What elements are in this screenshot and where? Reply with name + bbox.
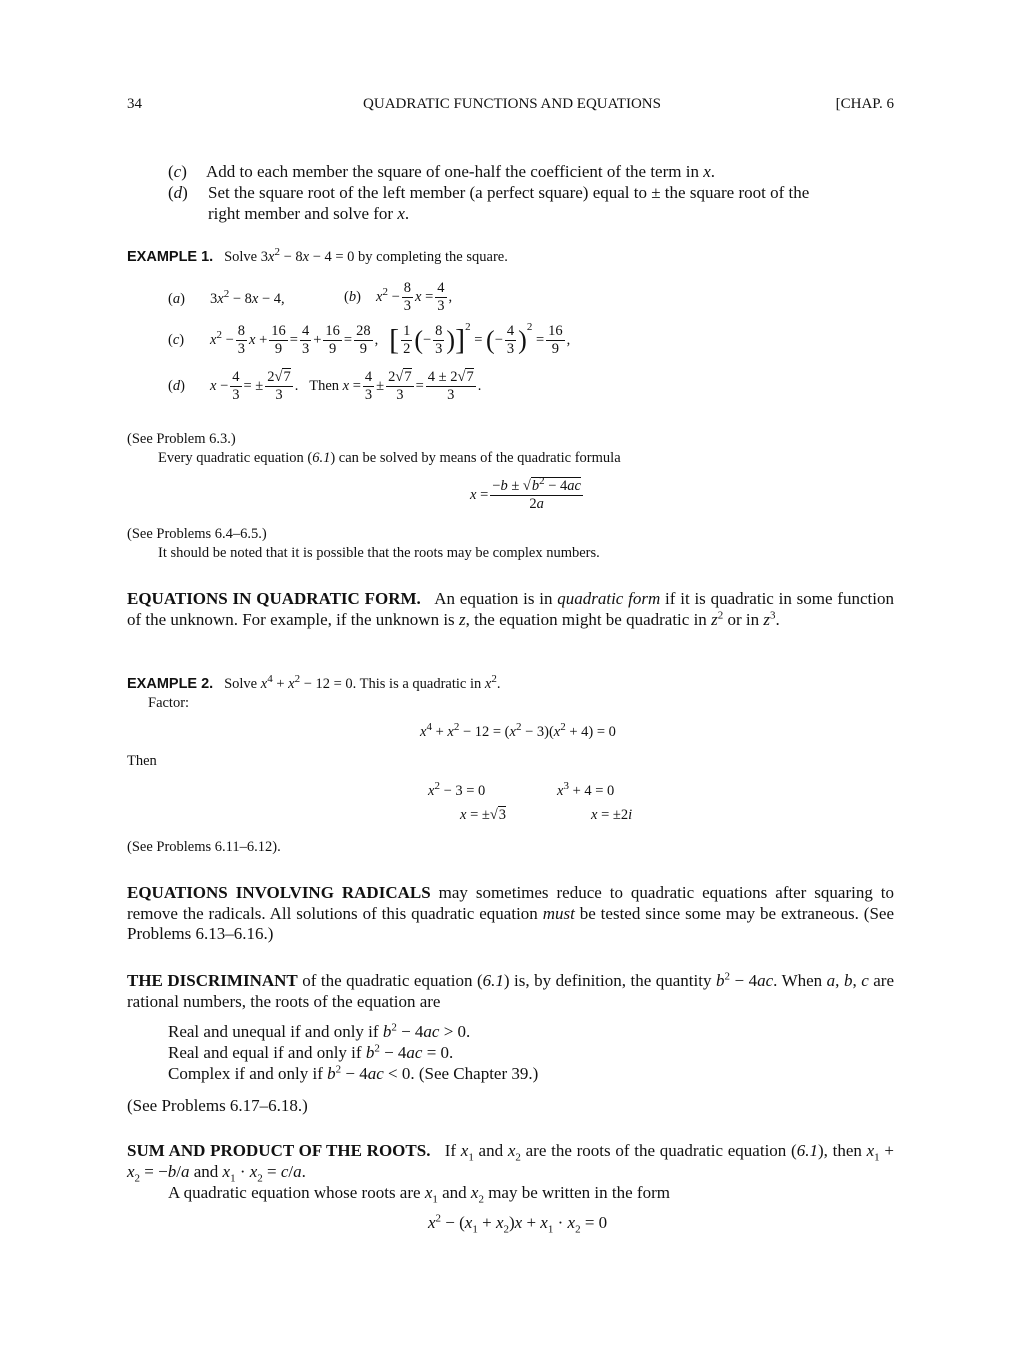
discriminant-heading: THE DISCRIMINANT	[127, 971, 298, 990]
discriminant-case-1: Real and unequal if and only if $b^2 - 4ac > 0$.	[168, 1021, 471, 1041]
radicals-paragraph: EQUATIONS INVOLVING RADICALS may sometimes reduce to quadratic equations after squaring to remove the radicals. All solutions of this quadratic equation must be tested since some may be extraneous. (See Problems 6.13–6.16.)	[127, 883, 894, 943]
radicals-heading: EQUATIONS INVOLVING RADICALS	[127, 883, 431, 902]
step-d-line2: right member and solve for x.	[208, 204, 410, 223]
example-1-label: EXAMPLE 1.	[127, 249, 214, 265]
example-2-factor: Factor:	[148, 695, 190, 711]
example-2-label: EXAMPLE 2.	[127, 676, 214, 692]
example-1-row-d: (d) x − $\frac{4}{3}$ = ± $\frac{2√7}{3}$ . Then x = $\frac{4}{3}$ ± $\frac{2√7}{3}$ = $\frac{4 \pm 2√7}{3}$ .	[168, 369, 482, 403]
sum-product-form-text: A quadratic equation whose roots are $x_1$ and $x_2$ may be written in the form	[168, 1183, 670, 1206]
chapter-label: [CHAP. 6	[835, 96, 894, 112]
see-problem-6-17: (See Problems 6.17–6.18.)	[127, 1096, 308, 1115]
see-problem-6-3: (See Problem 6.3.)	[127, 431, 236, 447]
step-d-line1: (d) Set the square root of the left member (a perfect square) equal to ± the square root of the	[168, 183, 810, 202]
example-1-row-c: (c) $x^2$ − $\frac{8}{3}$ x + $\frac{16}{9}$ = $\frac{4}{3}$ + $\frac{16}{9}$ = $\frac{28}{9}$ , [ $\frac{1}{2}$ (− $\frac{8}{3}$ )]$^2$ = (− $\frac{4}{3}$ )$^2$ = $\frac{16}{9}$ ,	[168, 320, 571, 357]
example-2-then: Then	[127, 753, 157, 769]
example-1-row-b: (b) $x^2$ − $\frac{8}{3}$ x = $\frac{4}{3}$ ,	[344, 280, 453, 314]
example-2-factored: $x^4 + x^2 - 12 = (x^2 - 3)(x^2 + 4) = 0$	[420, 721, 616, 740]
complex-note: It should be noted that it is possible that the roots may be complex numbers.	[158, 545, 600, 561]
example-2-eq2: $x^3 + 4 = 0$	[557, 780, 615, 799]
quadratic-form-paragraph: EQUATIONS IN QUADRATIC FORM. An equation is in quadratic form if it is quadratic in some function of the unknown. For example, if the unknown is z, the equation might be quadratic in $z^2$ or in $z^3$.	[127, 589, 894, 629]
discriminant-case-2: Real and equal if and only if $b^2 - 4ac = 0$.	[168, 1042, 454, 1062]
page-number: 34	[127, 96, 142, 112]
example-2-eq1: $x^2 - 3 = 0$	[428, 780, 486, 799]
quadratic-form-heading: EQUATIONS IN QUADRATIC FORM.	[127, 589, 421, 608]
quadratic-formula: x = $\frac{-b \pm √b^2 - 4ac}{2a}$	[470, 475, 581, 512]
example-1-row-a: (a) $3x^2 - 8x - 4$,	[168, 288, 285, 307]
example-2-heading: EXAMPLE 2. Solve $x^4 + x^2 - 12 = 0$. This is a quadratic in $x^2$.	[127, 673, 501, 692]
example-2-sol2: x = ±2i	[591, 807, 633, 823]
running-title: QUADRATIC FUNCTIONS AND EQUATIONS	[363, 96, 661, 112]
step-c: (c) Add to each member the square of one-half the coefficient of the term in x.	[168, 162, 716, 181]
see-problem-6-4: (See Problems 6.4–6.5.)	[127, 526, 267, 542]
sum-product-paragraph: SUM AND PRODUCT OF THE ROOTS. If $x_1$ and $x_2$ are the roots of the quadratic equation (6.1), then $x_1 + x_2 = -b/a$ and $x_1 \cdot x_2 = c/a$.	[127, 1141, 894, 1184]
example-2-sol1: x = ±√3	[460, 807, 507, 823]
discriminant-paragraph: THE DISCRIMINANT of the quadratic equation (6.1) is, by definition, the quantity $b^2 - 4ac$. When a, b, c are rational numbers, the roots of the equation are	[127, 970, 895, 1011]
sum-product-heading: SUM AND PRODUCT OF THE ROOTS.	[127, 1141, 431, 1160]
example-1-heading: EXAMPLE 1. Solve $3x^2 - 8x - 4 = 0$ by completing the square.	[127, 246, 508, 265]
sum-product-form-equation: $x^2 - (x_1 + x_2)x + x_1 \cdot x_2 = 0$	[428, 1212, 608, 1236]
discriminant-case-3: Complex if and only if $b^2 - 4ac < 0$. (See Chapter 39.)	[168, 1063, 539, 1083]
see-problem-6-11: (See Problems 6.11–6.12).	[127, 839, 281, 855]
formula-intro: Every quadratic equation (6.1) can be solved by means of the quadratic formula	[158, 450, 621, 466]
